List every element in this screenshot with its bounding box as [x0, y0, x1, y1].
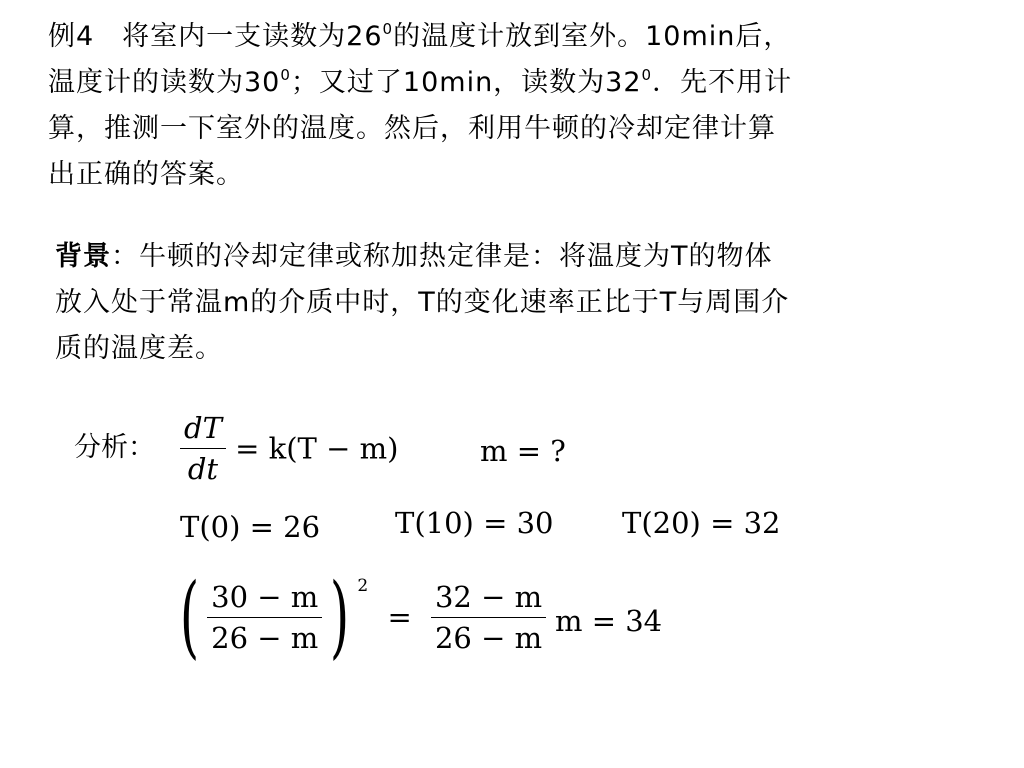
background-line-1: [55, 234, 955, 280]
derivative-fraction: [180, 408, 226, 489]
unknown-m: m = ?: [480, 434, 566, 468]
right-fraction: [431, 577, 546, 658]
problem-text: 的温度计放到室外。10min后，: [393, 21, 792, 52]
left-paren: (: [179, 564, 200, 669]
background-label: 背景: [55, 241, 111, 272]
right-paren: ): [330, 564, 350, 669]
problem-text: ．先不用计: [652, 67, 793, 98]
problem-line-3: 算，推测一下室外的温度。然后，利用牛顿的冷却定律计算: [48, 113, 776, 144]
background-line-2: 放入处于常温m的介质中时，T的变化速率正比于T与周围介: [55, 287, 790, 318]
condition-10: T(10) = 30: [395, 506, 554, 540]
ode-rhs: = k(T − m): [235, 431, 399, 466]
answer: m = 34: [555, 604, 663, 638]
problem-line-1: [48, 14, 948, 60]
background-text: ：牛顿的冷却定律或称加热定律是：将温度为T的物体: [111, 241, 773, 272]
problem-text: ；又过了10min，读数为32: [290, 67, 642, 98]
left-denominator: 26 − m: [211, 620, 319, 655]
ode-denominator: dt: [187, 452, 219, 486]
degree-superscript: 0: [641, 66, 653, 84]
ode-numerator: dT: [180, 408, 226, 449]
left-numerator: 30 − m: [207, 577, 322, 618]
problem-line-4: 出正确的答案。: [48, 159, 244, 190]
initial-condition-0: T(0) = 26: [180, 510, 321, 544]
analysis-label: 分析：: [74, 432, 155, 463]
condition-20: T(20) = 32: [622, 506, 781, 540]
right-denominator: 26 − m: [434, 620, 543, 655]
degree-superscript: 0: [382, 20, 394, 38]
background-section: [55, 234, 955, 372]
right-numerator: 32 − m: [431, 577, 546, 618]
ode-equation: [180, 408, 398, 489]
exponent: 2: [357, 576, 369, 596]
background-line-3: 质的温度差。: [55, 333, 223, 364]
problem-statement: [48, 14, 948, 198]
degree-superscript: 0: [280, 66, 291, 84]
solution-equation: [172, 564, 546, 669]
problem-text: 温度计的读数为30: [48, 67, 281, 98]
problem-line-2: [48, 60, 948, 106]
problem-text: 例4 将室内一支读数为26: [48, 21, 383, 52]
equals-sign: =: [387, 600, 412, 634]
left-fraction: [207, 577, 322, 658]
